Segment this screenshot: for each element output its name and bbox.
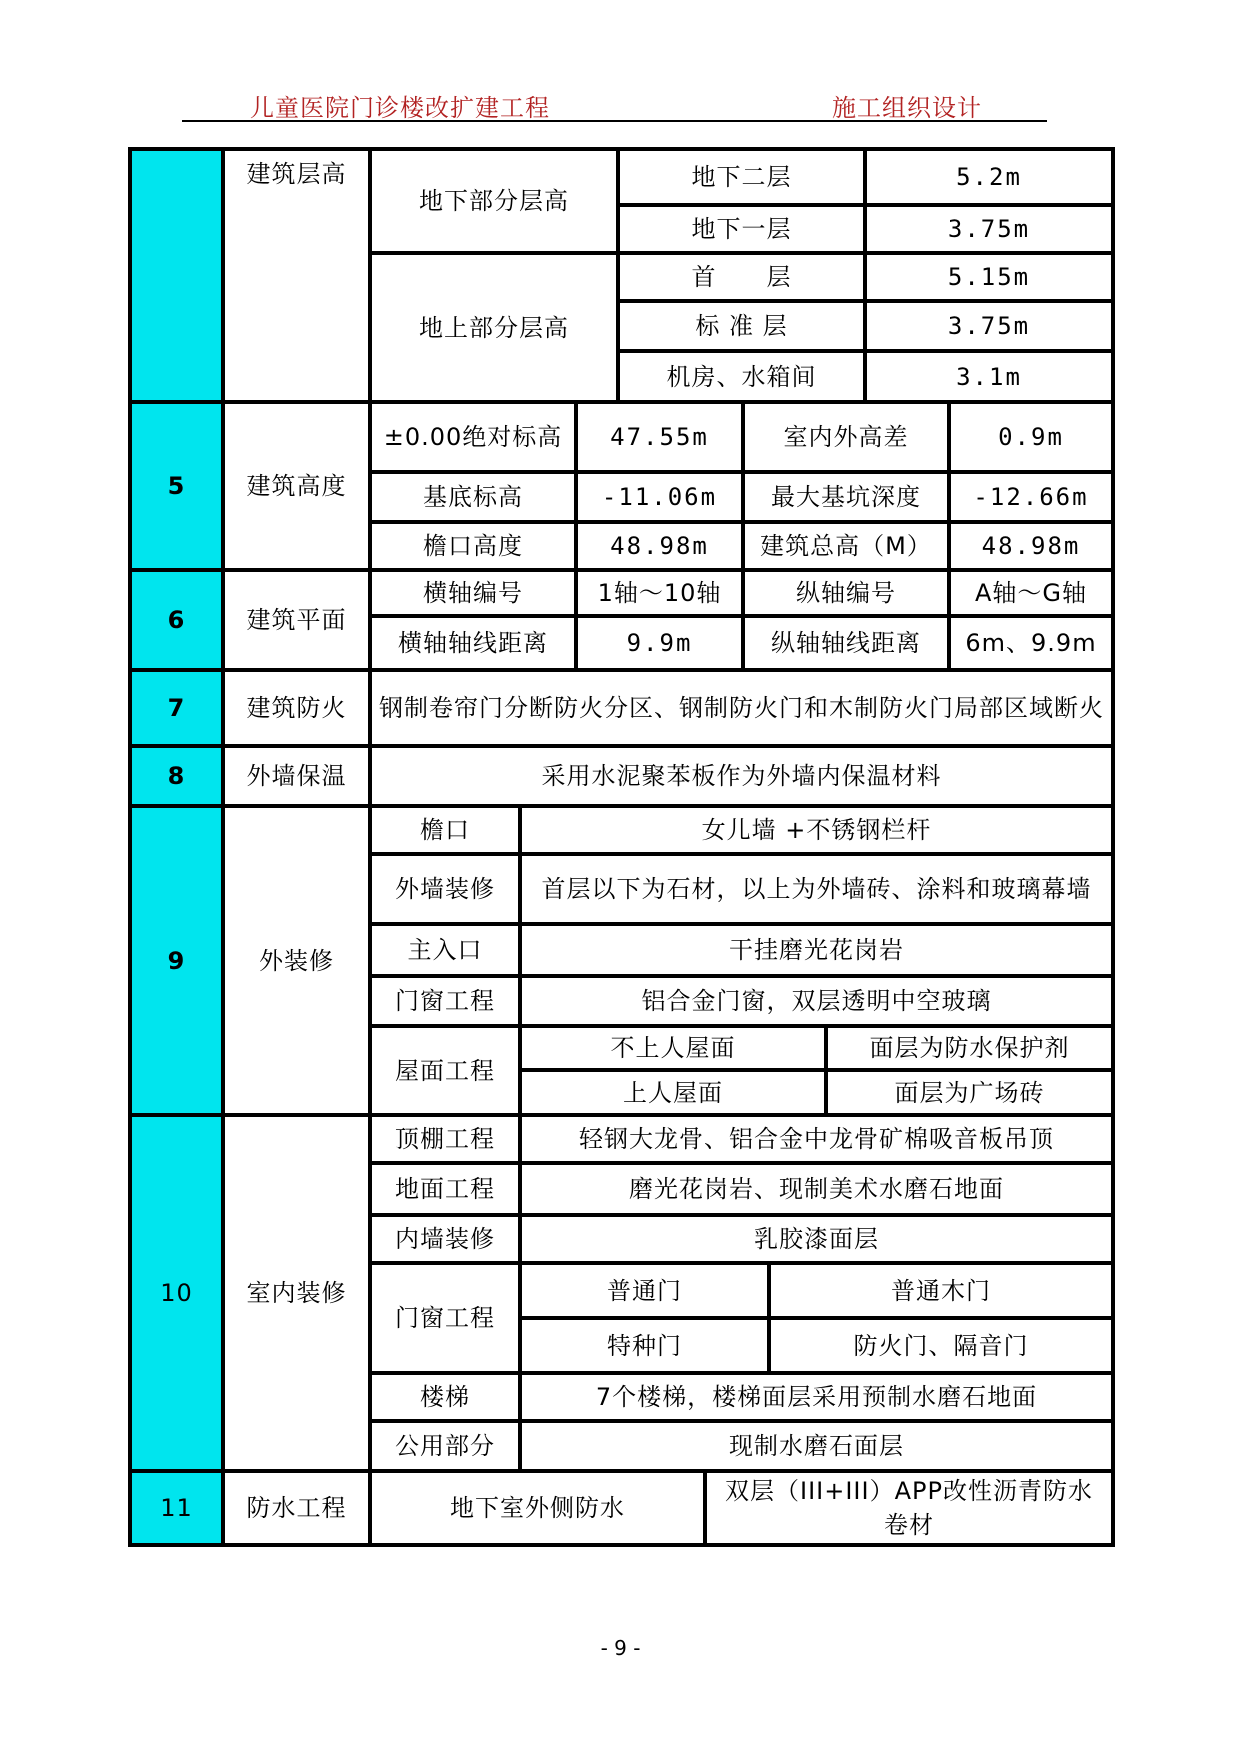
item-value: 铝合金门窗，双层透明中空玻璃 <box>520 976 1113 1026</box>
wall-insulation-value: 采用水泥聚苯板作为外墙内保温材料 <box>370 746 1113 806</box>
item-name: 地面工程 <box>370 1163 520 1215</box>
floor-value: 3.75m <box>865 301 1113 351</box>
roof-label: 屋面工程 <box>370 1026 520 1115</box>
spec-value: 6m、9.9m <box>949 616 1113 670</box>
roof-finish: 面层为防水保护剂 <box>826 1026 1113 1070</box>
index-cell-6: 6 <box>130 570 223 670</box>
roof-finish: 面层为广场砖 <box>826 1070 1113 1115</box>
row-label-building-plan: 建筑平面 <box>223 570 370 670</box>
item-value: 7个楼梯，楼梯面层采用预制水磨石地面 <box>520 1373 1113 1421</box>
spec-value: -12.66m <box>949 472 1113 522</box>
item-value: 现制水磨石面层 <box>520 1421 1113 1471</box>
item-name: 外墙装修 <box>370 854 520 924</box>
item-name: 檐口 <box>370 806 520 854</box>
waterproofing-value: 双层（III+III）APP改性沥青防水卷材 <box>705 1471 1113 1545</box>
item-value: 干挂磨光花岗岩 <box>520 924 1113 976</box>
spec-value: 9.9m <box>576 616 743 670</box>
item-name: 内墙装修 <box>370 1215 520 1263</box>
spec-name: 最大基坑深度 <box>743 472 949 522</box>
row-label-fire-protection: 建筑防火 <box>223 670 370 746</box>
floor-name: 机房、水箱间 <box>618 351 865 402</box>
waterproofing-name: 地下室外侧防水 <box>370 1471 705 1545</box>
door-type: 普通门 <box>520 1263 769 1318</box>
spec-name: 檐口高度 <box>370 522 576 570</box>
spec-value: 0.9m <box>949 402 1113 472</box>
index-cell-5: 5 <box>130 402 223 570</box>
index-cell-4 <box>130 149 223 402</box>
spec-name: 纵轴编号 <box>743 570 949 616</box>
doors-label: 门窗工程 <box>370 1263 520 1373</box>
spec-value: A轴～G轴 <box>949 570 1113 616</box>
row-label-building-floor-height: 建筑层高 <box>223 149 370 402</box>
floor-name: 首 层 <box>618 253 865 301</box>
index-cell-8: 8 <box>130 746 223 806</box>
roof-type: 不上人屋面 <box>520 1026 826 1070</box>
row-label-wall-insulation: 外墙保温 <box>223 746 370 806</box>
underground-label: 地下部分层高 <box>370 149 618 253</box>
floor-value: 5.15m <box>865 253 1113 301</box>
item-value: 乳胶漆面层 <box>520 1215 1113 1263</box>
row-label-exterior-finish: 外装修 <box>223 806 370 1115</box>
fire-protection-value: 钢制卷帘门分断防火分区、钢制防火门和木制防火门局部区域断火 <box>370 670 1113 746</box>
item-value: 轻钢大龙骨、铝合金中龙骨矿棉吸音板吊顶 <box>520 1115 1113 1163</box>
header-rule <box>182 120 1047 122</box>
item-name: 顶棚工程 <box>370 1115 520 1163</box>
floor-value: 5.2m <box>865 149 1113 205</box>
spec-value: -11.06m <box>576 472 743 522</box>
spec-name: 基底标高 <box>370 472 576 522</box>
page-number: - 9 - <box>600 1636 641 1660</box>
floor-name: 地下二层 <box>618 149 865 205</box>
spec-value: 48.98m <box>949 522 1113 570</box>
aboveground-label: 地上部分层高 <box>370 253 618 402</box>
door-spec: 普通木门 <box>769 1263 1113 1318</box>
door-spec: 防火门、隔音门 <box>769 1318 1113 1373</box>
index-cell-9: 9 <box>130 806 223 1115</box>
project-title: 儿童医院门诊楼改扩建工程 <box>250 94 550 122</box>
row-label-building-height: 建筑高度 <box>223 402 370 570</box>
index-cell-10: 10 <box>130 1115 223 1471</box>
item-value: 首层以下为石材，以上为外墙砖、涂料和玻璃幕墙 <box>520 854 1113 924</box>
spec-value: 48.98m <box>576 522 743 570</box>
spec-value: 47.55m <box>576 402 743 472</box>
spec-name: 横轴编号 <box>370 570 576 616</box>
row-label-interior-finish: 室内装修 <box>223 1115 370 1471</box>
spec-value: 1轴～10轴 <box>576 570 743 616</box>
item-value: 磨光花岗岩、现制美术水磨石地面 <box>520 1163 1113 1215</box>
document-title: 施工组织设计 <box>832 94 982 122</box>
item-name: 楼梯 <box>370 1373 520 1421</box>
page-header <box>0 82 1241 122</box>
spec-name: 纵轴轴线距离 <box>743 616 949 670</box>
item-name: 门窗工程 <box>370 976 520 1026</box>
index-cell-11: 11 <box>130 1471 223 1545</box>
floor-name: 标 准 层 <box>618 301 865 351</box>
floor-value: 3.1m <box>865 351 1113 402</box>
row-label-waterproofing: 防水工程 <box>223 1471 370 1545</box>
spec-name: 室内外高差 <box>743 402 949 472</box>
roof-type: 上人屋面 <box>520 1070 826 1115</box>
spec-name: 建筑总高（M） <box>743 522 949 570</box>
door-type: 特种门 <box>520 1318 769 1373</box>
floor-value: 3.75m <box>865 205 1113 253</box>
floor-name: 地下一层 <box>618 205 865 253</box>
spec-name: 横轴轴线距离 <box>370 616 576 670</box>
index-cell-7: 7 <box>130 670 223 746</box>
spec-name: ±0.00绝对标高 <box>370 402 576 472</box>
item-value: 女儿墙 +不锈钢栏杆 <box>520 806 1113 854</box>
item-name: 公用部分 <box>370 1421 520 1471</box>
item-name: 主入口 <box>370 924 520 976</box>
